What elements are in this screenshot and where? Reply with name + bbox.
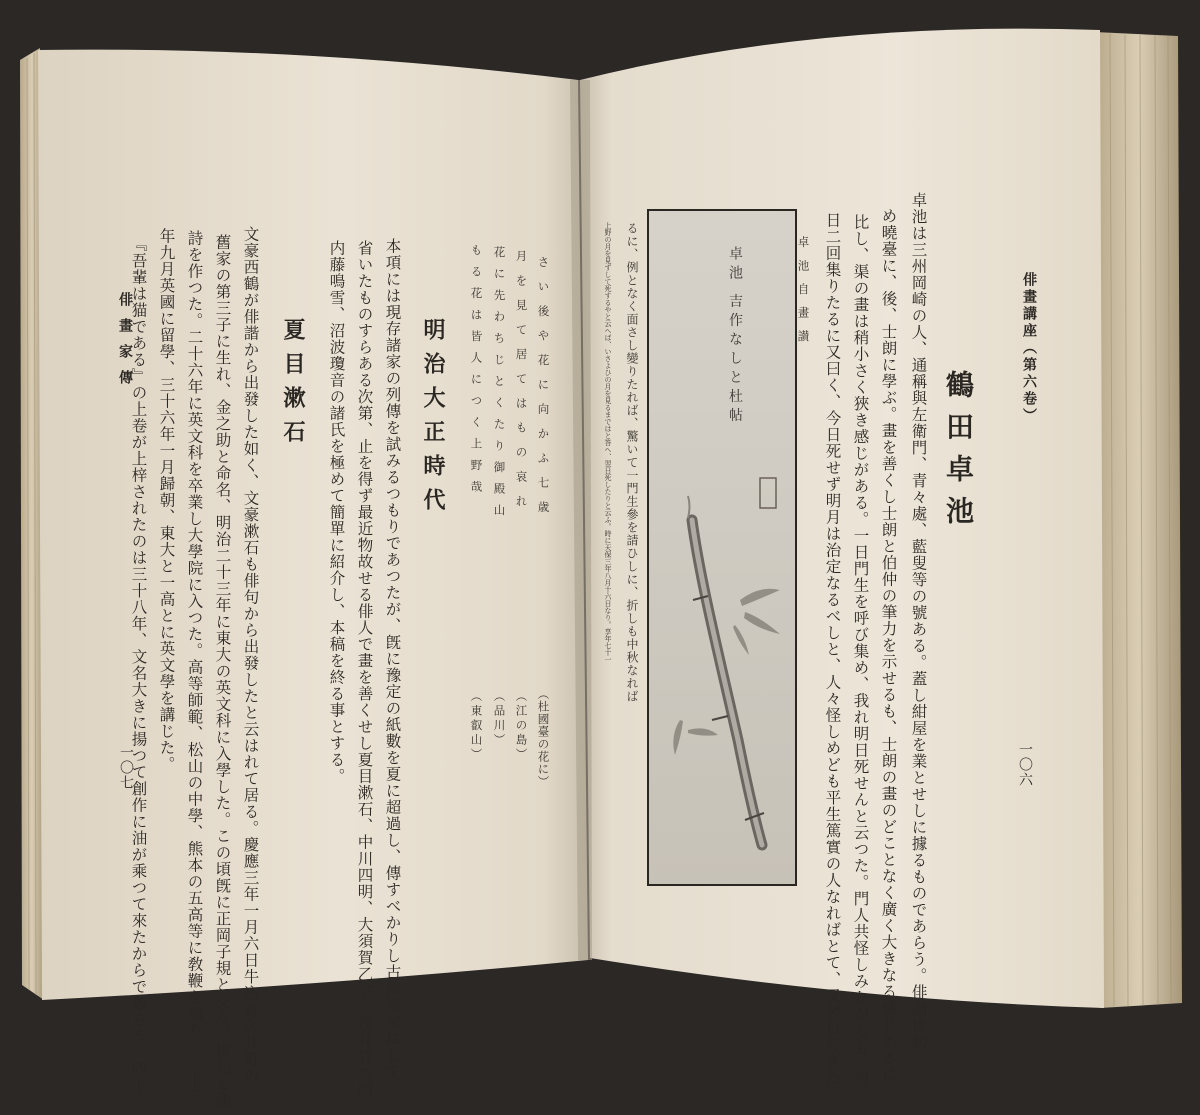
haiku-line: 月を見て居てはもの哀れ bbox=[514, 250, 529, 520]
haiku-line: 花に先わちじとくたり御殿山 bbox=[492, 246, 507, 526]
body-column: め曉臺に、後、士朗に學ぶ。畫を善くし士朗と伯仲の筆力を示せるも、士朗の畫のどことなく廣く大きなる感じあるに bbox=[879, 208, 898, 1083]
intro-column: 内藤鳴雪、沼波瓊音の諸氏を極めて簡單に紹介し、本稿を終る事とする。 bbox=[327, 240, 346, 785]
body-column: 日二回集りたるに又曰く、今日死せず明月は治定なるべしと、人々怪しめども平生篤實の人なればとて、又翌日行きた bbox=[823, 212, 842, 1087]
body-column: 年九月英國に留學、三十六年一月歸朝、東大と一高とに英文學を講じた。 bbox=[157, 228, 176, 773]
bamboo-plate bbox=[648, 210, 796, 885]
body-column: 詩を作つた。二十六年に英文科を卒業し大學院に入つた。高等師範、松山の中學、熊本の五高等に敎鞭を執り、三十三 bbox=[185, 230, 204, 1105]
intro-column: 省いたものすらある次第、止を得ず最近物故せる俳人で畫を善くせし夏目漱石、中川四明、大須賀乙字、筏井竹の門、 bbox=[355, 240, 374, 1115]
body-column: 舊家の第三子に生れ、金之助と命名、明治二十三年に東大の英文科に入學した。この頃旣に正岡子規と交り、俳句と漢 bbox=[213, 234, 232, 1109]
heading-natsume-soseki: 夏目漱石 bbox=[280, 318, 306, 454]
intro-column: 本項には現存諸家の列傳を試みるつもりであつたが、旣に豫定の紙數を夏に超過し、傳すべかりし古俳畫家にして bbox=[383, 238, 402, 1080]
haiku-attribution: （江の島） bbox=[514, 690, 529, 763]
running-footer-left: 俳畫家傳 bbox=[117, 292, 133, 396]
heading-meiji-taisho: 明治大正時代 bbox=[420, 318, 446, 522]
plate-inscription: 卓池 吉作なしと杜帖 bbox=[727, 246, 743, 427]
body-column: 『吾輩は猫である』の上卷が上梓されたのは三十八年、文名大きに揚つて創作に油が乘つて來たからであらう。四十 bbox=[129, 236, 148, 1094]
plate-caption: 卓池自畫讃 bbox=[796, 236, 811, 354]
body-column: 比し、渠の畫は稍小さく狹き感じがある。一日門生を呼び集め、我れ明日死せんと云つた。門人共怪しみながらも、翌 bbox=[851, 214, 870, 1089]
haiku-line: もる花は皆人につく上野哉 bbox=[469, 244, 484, 502]
haiku-attribution: （品川） bbox=[492, 690, 507, 748]
haiku-attribution: （東叡山） bbox=[469, 690, 484, 763]
right-page-edge bbox=[1095, 32, 1182, 1008]
plate-note-column: 上野の月を見ずして死するやと云へば、いさよひの月を見るまではと答へ、翌日死したりと云ふ。時に天保三年八月十六日なり。享年七十一 bbox=[604, 222, 612, 663]
body-column: 卓池は三州岡崎の人、通稱與左衛門、青々處、藍叟等の號ある。蓋し紺屋を業とせしに據るものであらう。俳諧は初 bbox=[909, 192, 928, 1050]
body-column: 文豪西鶴が俳諧から出發した如く、文豪漱石も俳句から出發したと云はれて居る。慶應三年一月六日牛込喜久井町の bbox=[241, 226, 260, 1084]
haiku-line: さい後や花に向かふ七歳 bbox=[536, 256, 551, 526]
page-number-left: 一〇七 bbox=[118, 745, 134, 790]
plate-note-column: るに、例となく面さし變りたれば、驚いて一門生參を請ひしに、折しも中秋なれば bbox=[625, 222, 639, 703]
heading-tsuruta-takuchi: 鶴田卓池 bbox=[942, 370, 975, 538]
haiku-attribution: （杜國臺の花に） bbox=[536, 688, 551, 788]
running-header-right: 俳畫講座（第六卷） bbox=[1021, 272, 1037, 425]
page-number-right: 一〇六 bbox=[1017, 742, 1033, 787]
